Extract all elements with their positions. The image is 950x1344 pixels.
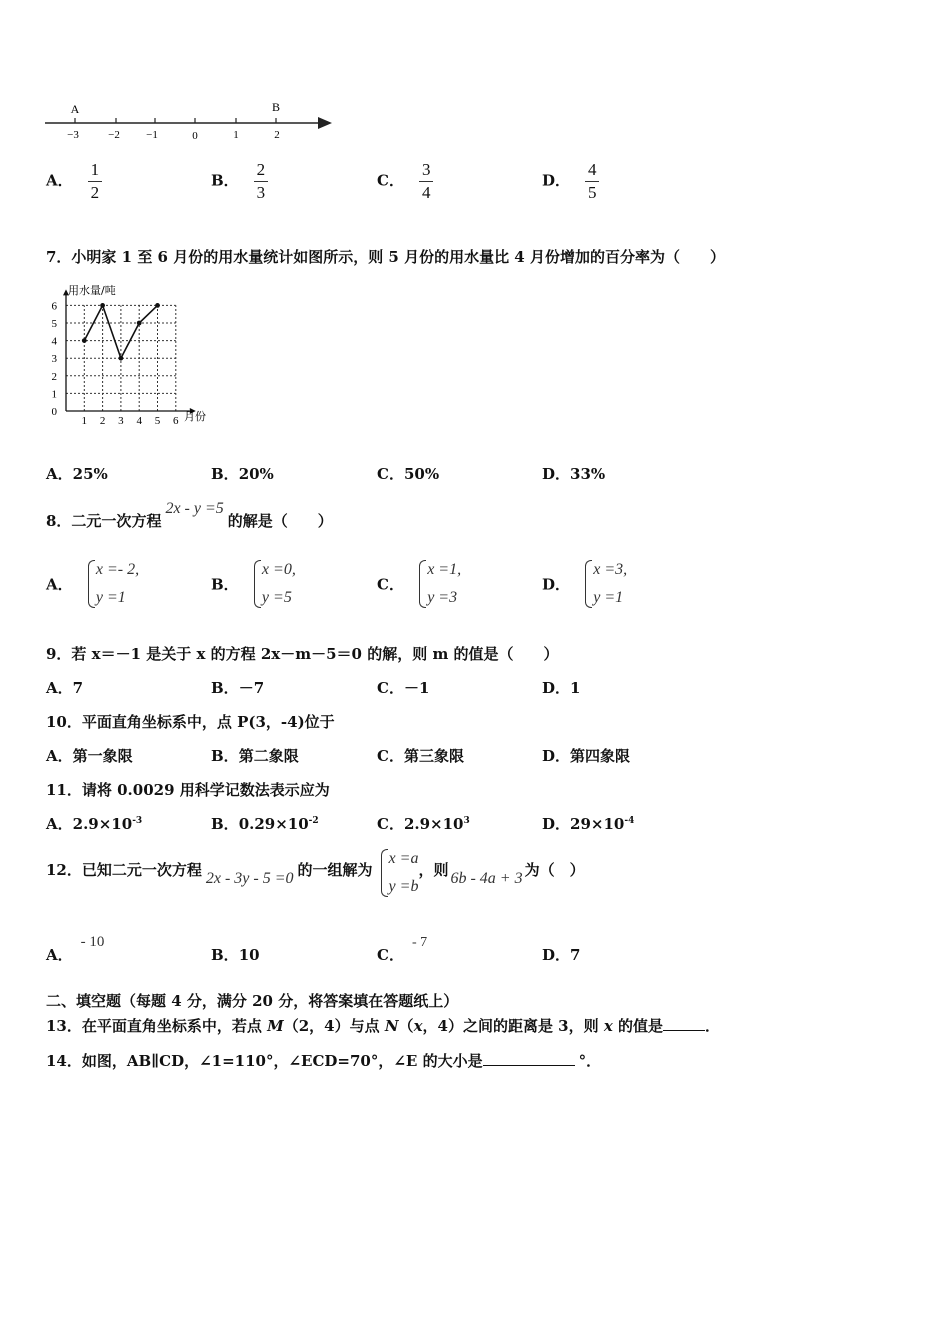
x-tick-label: 4 — [136, 415, 142, 427]
answer-blank[interactable] — [483, 1065, 575, 1066]
q11-option-a[interactable]: A．$2.9\times 10^{-3}$ — [46, 815, 143, 833]
q11-option-d[interactable]: D．$29\times 10^{-4}$ — [542, 815, 635, 833]
q9-text: 9．若 x＝－1 是关于 x 的方程 2x－m－5＝0 的解，则 m 的值是（ ） — [46, 645, 559, 663]
x-tick-label: 3 — [118, 415, 124, 427]
q9-option-a[interactable]: A．7 — [46, 679, 84, 697]
y-tick-label: 2 — [51, 370, 57, 383]
q8-option-b[interactable]: B． x =0, y =5 — [211, 556, 296, 612]
q14-text: 14．如图，AB∥CD，∠1=110°，∠ECD=70°，∠E 的大小是 °． — [46, 1052, 602, 1070]
y-tick-label: 4 — [51, 335, 57, 348]
point-b-label: B — [271, 100, 281, 114]
q8-text: 8．二元一次方程2x - y =5的解是（ ） — [46, 500, 333, 530]
q8-equation: 2x - y =5 — [165, 500, 224, 517]
equation-system: x =- 2, y =1 — [86, 556, 139, 612]
q11-text: 11．请将 0.0029 用科学记数法表示应为 — [46, 781, 330, 799]
q7-option-c[interactable]: C．50% — [377, 465, 440, 483]
x-tick-label: 2 — [99, 415, 106, 427]
q9-option-b[interactable]: B．－7 — [211, 679, 265, 697]
point-a-label: A — [70, 102, 80, 116]
equation-system: x =1, y =3 — [417, 556, 461, 612]
q7-text: 7．小明家 1 至 6 月份的用水量统计如图所示，则 5 月份的用水量比 4 月份增加的百分率为（ ） — [46, 248, 725, 266]
q10-option-a[interactable]: A．第一象限 — [46, 747, 133, 765]
y-tick-label: 1 — [51, 388, 57, 401]
fraction: $\frac{1}{2}$ — [88, 160, 102, 203]
equation-system: x =3, y =1 — [583, 556, 627, 612]
q7-option-d[interactable]: D．33% — [542, 465, 606, 483]
q11-option-b[interactable]: B．$0.29\times 10^{-2}$ — [211, 815, 319, 833]
option-letter: A． — [46, 171, 73, 190]
q12-equation: 2x - 3y - 5 =0 — [205, 870, 294, 887]
q12-option-a[interactable]: A．- 10 — [46, 934, 105, 964]
q7-option-a[interactable]: A．25% — [46, 465, 108, 483]
y-tick-label: 3 — [51, 353, 57, 366]
q12-expression: 6b - 4a + 3 — [450, 870, 523, 887]
tick-label: −3 — [67, 129, 79, 141]
section-2-title: 二、填空题（每题 4 分，满分 20 分，将答案填在答题纸上） — [46, 992, 459, 1010]
number-line-figure — [40, 95, 340, 145]
tick-label: −2 — [108, 129, 120, 141]
y-tick-label: 6 — [51, 300, 57, 313]
tick-label: 0 — [192, 130, 198, 142]
q7-option-b[interactable]: B．20% — [211, 465, 274, 483]
q11-option-c[interactable]: C．$2.9\times 10^3$ — [377, 815, 470, 833]
q12-solution-system: x =a y =b — [379, 845, 419, 901]
answer-blank[interactable] — [663, 1030, 705, 1031]
q10-option-d[interactable]: D．第四象限 — [542, 747, 631, 765]
equation-system: x =0, y =5 — [252, 556, 296, 612]
x-axis-label: 月份 — [184, 410, 206, 423]
x-tick-label: 1 — [81, 415, 88, 427]
data-point — [100, 303, 105, 308]
data-point — [82, 338, 87, 343]
q12-text: 12．已知二元一次方程 2x - 3y - 5 =0 的一组解为 x =a y =b ，则 6b - 4a + 3 为（ ） — [46, 845, 585, 901]
option-letter: D． — [542, 171, 571, 190]
y-tick-label: 5 — [51, 318, 57, 330]
q6-option-b[interactable] — [211, 160, 268, 203]
q8-option-d[interactable]: D． x =3, y =1 — [542, 556, 627, 612]
q10-option-b[interactable]: B．第二象限 — [211, 747, 299, 765]
fraction: $\frac{3}{4}$ — [419, 160, 433, 203]
q9-option-d[interactable]: D．1 — [542, 679, 581, 697]
y-tick-label: 0 — [51, 406, 57, 418]
data-point — [119, 356, 124, 361]
q6-option-d[interactable] — [542, 160, 599, 203]
fraction: $\frac{2}{3}$ — [254, 160, 268, 203]
data-point — [155, 303, 160, 308]
q10-text: 10．平面直角坐标系中，点 P(3，-4)位于 — [46, 713, 335, 731]
q12-option-c[interactable]: C．- 7 — [377, 935, 428, 964]
q8-option-c[interactable]: C． x =1, y =3 — [377, 556, 461, 612]
q12-option-b[interactable]: B．10 — [211, 946, 260, 964]
q12-option-d[interactable]: D．7 — [542, 946, 581, 964]
x-tick-label: 5 — [154, 415, 161, 427]
y-axis-label: 用水量/吨 — [68, 284, 116, 297]
q13-text: 13．在平面直角坐标系中，若点 M（2，4）与点 N（x，4）之间的距离是 3，则 x 的值是 ． — [46, 1017, 721, 1035]
fraction: $\frac{4}{5}$ — [585, 160, 599, 203]
q9-option-c[interactable]: C．－1 — [377, 679, 430, 697]
tick-label: 1 — [233, 129, 239, 141]
x-tick-label: 6 — [173, 415, 179, 427]
q10-option-c[interactable]: C．第三象限 — [377, 747, 464, 765]
q6-option-a[interactable] — [46, 160, 102, 203]
tick-label: −1 — [146, 129, 158, 141]
data-point — [137, 321, 142, 326]
water-usage-chart — [40, 280, 220, 430]
option-letter: B． — [211, 171, 239, 190]
option-letter: C． — [377, 171, 404, 190]
q8-option-a[interactable]: A． x =- 2, y =1 — [46, 556, 139, 612]
tick-label: 2 — [274, 129, 280, 141]
q6-option-c[interactable] — [377, 160, 433, 203]
